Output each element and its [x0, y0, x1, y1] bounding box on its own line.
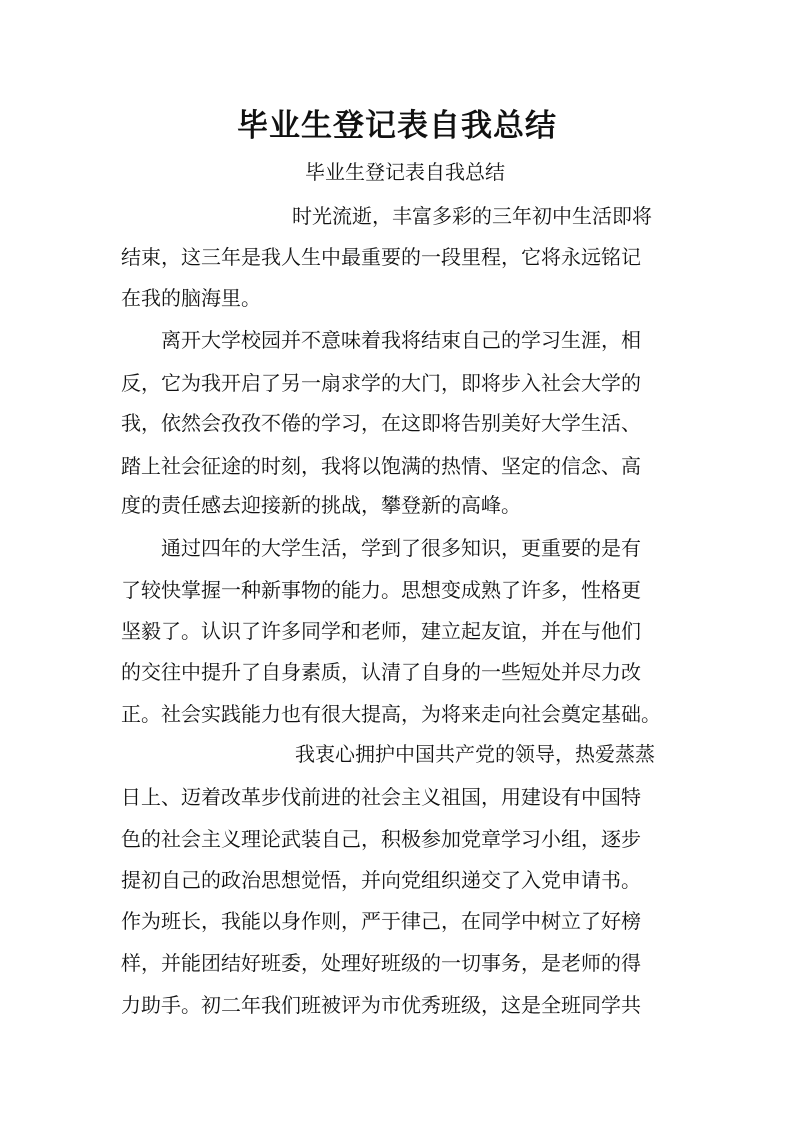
paragraph-line: 在我的脑海里。 [121, 286, 261, 310]
paragraph-line: 通过四年的大学生活，学到了很多知识，更重要的是有 [161, 536, 641, 560]
paragraph-line: 反，它为我开启了另一扇求学的大门，即将步入社会大学的 [121, 371, 641, 395]
document-subtitle: 毕业生登记表自我总结 [305, 160, 505, 184]
paragraph-line: 正。社会实践能力也有很大提高，为将来走向社会奠定基础。 [121, 702, 661, 726]
paragraph-line: 日上、迈着改革步伐前进的社会主义祖国，用建设有中国特 [121, 785, 641, 809]
paragraph-line: 提初自己的政治思想觉悟，并向党组织递交了入党申请书。 [121, 868, 641, 892]
paragraph-line: 力助手。初二年我们班被评为市优秀班级，这是全班同学共 [121, 993, 641, 1017]
paragraph-line: 离开大学校园并不意味着我将结束自己的学习生涯，相 [161, 328, 641, 352]
paragraph-line: 踏上社会征途的时刻，我将以饱满的热情、坚定的信念、高 [121, 454, 641, 478]
paragraph-line: 坚毅了。认识了许多同学和老师，建立起友谊，并在与他们 [121, 619, 641, 643]
paragraph-line: 色的社会主义理论武装自己，积极参加党章学习小组，逐步 [121, 827, 641, 851]
paragraph-line: 作为班长，我能以身作则，严于律己，在同学中树立了好榜 [121, 909, 641, 933]
paragraph-line: 样，并能团结好班委，处理好班级的一切事务，是老师的得 [121, 951, 641, 975]
paragraph-line: 我衷心拥护中国共产党的领导，热爱蒸蒸 [295, 742, 655, 766]
paragraph-line: 结束，这三年是我人生中最重要的一段里程，它将永远铭记 [121, 245, 641, 269]
paragraph-line: 时光流逝，丰富多彩的三年初中生活即将 [292, 204, 652, 228]
document-title: 毕业生登记表自我总结 [237, 108, 557, 144]
paragraph-line: 我，依然会孜孜不倦的学习，在这即将告别美好大学生活、 [121, 411, 641, 435]
paragraph-line: 度的责任感去迎接新的挑战，攀登新的高峰。 [121, 493, 521, 517]
paragraph-line: 了较快掌握一种新事物的能力。思想变成熟了许多，性格更 [121, 578, 641, 602]
paragraph-line: 的交往中提升了自身素质，认清了自身的一些短处并尽力改 [121, 660, 641, 684]
